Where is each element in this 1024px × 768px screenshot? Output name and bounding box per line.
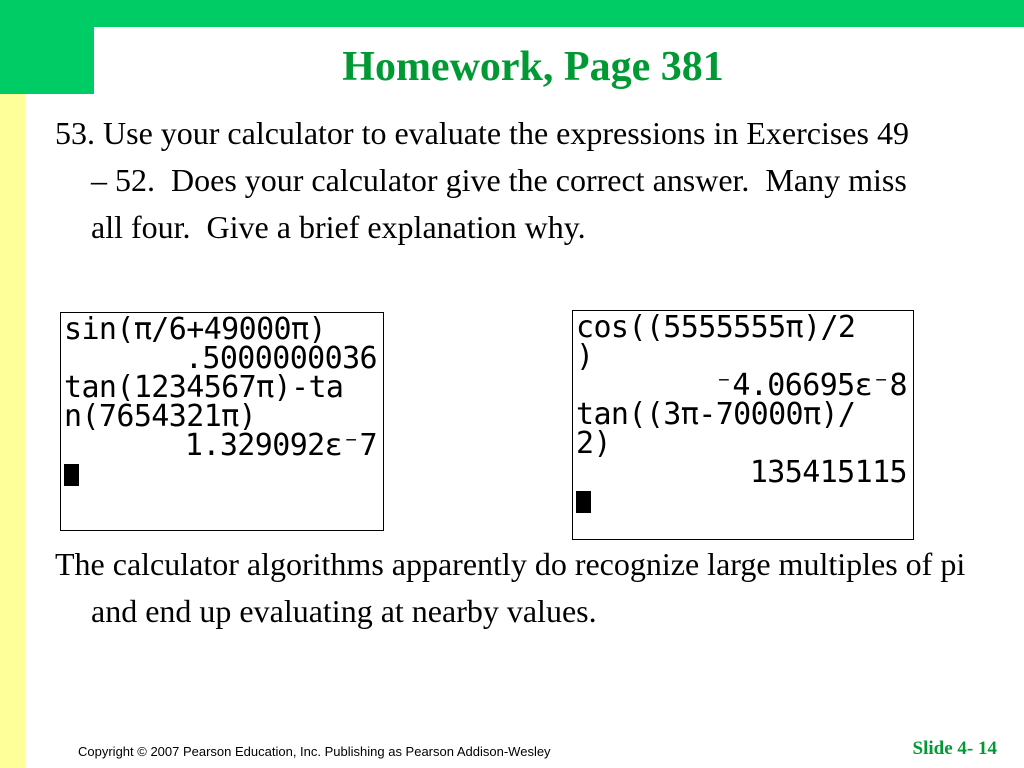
cursor-block-icon	[576, 491, 591, 513]
calculator-screen-1	[60, 312, 384, 531]
copyright-footer: Copyright © 2007 Pearson Education, Inc. Publishing as Pearson Addison-Wesley	[78, 744, 551, 759]
screen1-input-line: n(7654321π)	[64, 399, 257, 434]
problem-text: 53. Use your calculator to evaluate the expressions in Exercises 49 – 52. Does your calculator give the correct answer. Many miss all four. Give a brief explanation why.	[55, 115, 909, 245]
screen2-cursor-line	[576, 487, 913, 516]
slide-title: Homework, Page 381	[342, 44, 724, 90]
screen2-input-line: cos((5555555π)/2	[576, 310, 856, 345]
slide-number: Slide 4- 14	[912, 738, 997, 759]
screen2-input-line: 2)	[576, 426, 611, 461]
calculator-screen-2	[572, 310, 914, 540]
screen2-result: ⁻4.06695ε⁻8	[714, 368, 907, 403]
screen1-input-line: tan(1234567π)-ta	[64, 370, 344, 405]
screen2-result: 135415115	[749, 455, 907, 490]
left-accent-stripe	[0, 94, 25, 768]
answer-text: The calculator algorithms apparently do recognize large multiples of pi and end up evaluating at nearby values.	[55, 546, 966, 629]
screen1-result: 1.329092ε⁻7	[184, 428, 377, 463]
cursor-block-icon	[64, 464, 79, 486]
screen1-input-line: sin(π/6+49000π)	[64, 312, 326, 347]
screen2-input-line: tan((3π-70000π)/	[576, 397, 856, 432]
screen2-input-line: )	[576, 339, 594, 374]
screen1-result: .5000000036	[184, 341, 377, 376]
screen1-cursor-line	[64, 460, 383, 489]
top-accent-bar	[0, 0, 1024, 27]
